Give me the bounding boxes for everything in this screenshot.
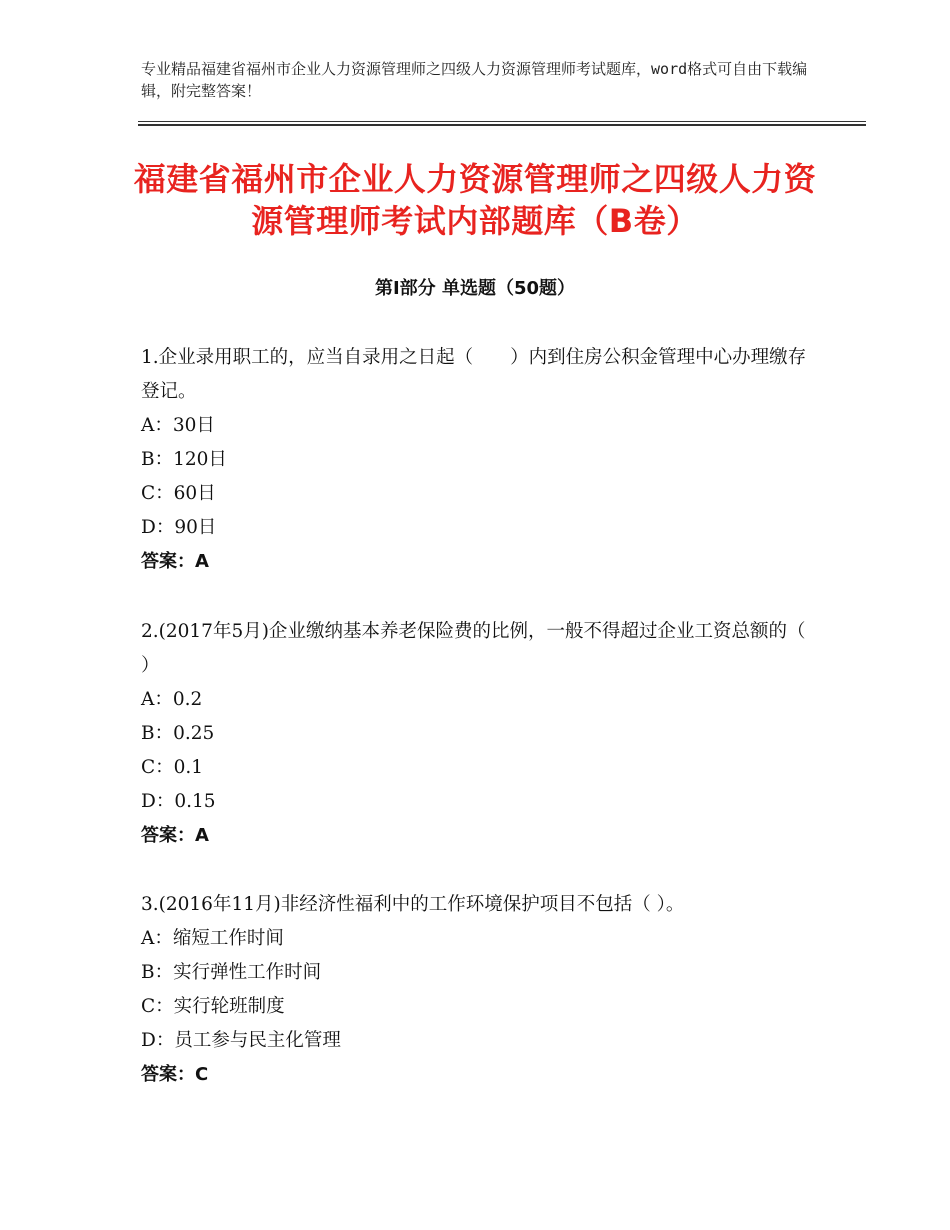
option-d: D：0.15 xyxy=(141,791,216,812)
document-title: 福建省福州市企业人力资源管理师之四级人力资源管理师考试内部题库（B卷） xyxy=(133,160,817,240)
option-d: D：90日 xyxy=(141,517,217,538)
option-a: A：0.2 xyxy=(141,689,203,710)
option-a: A：缩短工作时间 xyxy=(141,928,284,949)
answer: 答案：A xyxy=(141,825,209,846)
option-c: C：60日 xyxy=(141,483,216,504)
header-rule-thin xyxy=(138,121,866,122)
section-title: 第Ⅰ部分 单选题（50题） xyxy=(374,278,575,299)
header-rule-thick xyxy=(138,124,866,126)
answer: 答案：C xyxy=(141,1064,209,1085)
header-note: 专业精品福建省福州市企业人力资源管理师之四级人力资源管理师考试题库，word格式可自由下载编辑，附完整答案！ xyxy=(141,60,808,100)
question-2 xyxy=(141,615,811,853)
option-c: C：0.1 xyxy=(141,757,204,778)
question-text: 2.(2017年5月)企业缴纳基本养老保险费的比例，一般不得超过企业工资总额的（ ） xyxy=(141,621,806,676)
answer: 答案：A xyxy=(141,551,209,572)
option-d: D：员工参与民主化管理 xyxy=(141,1030,341,1051)
option-c: C：实行轮班制度 xyxy=(141,996,285,1017)
question-1 xyxy=(141,341,811,579)
question-3 xyxy=(141,888,811,1092)
question-text: 3.(2016年11月)非经济性福利中的工作环境保护项目不包括（ ）。 xyxy=(141,894,685,915)
question-text: 1.企业录用职工的，应当自录用之日起（ ）内到住房公积金管理中心办理缴存登记。 xyxy=(141,347,807,402)
option-a: A：30日 xyxy=(141,415,215,436)
option-b: B：120日 xyxy=(141,449,227,470)
option-b: B：实行弹性工作时间 xyxy=(141,962,322,983)
option-b: B：0.25 xyxy=(141,723,215,744)
